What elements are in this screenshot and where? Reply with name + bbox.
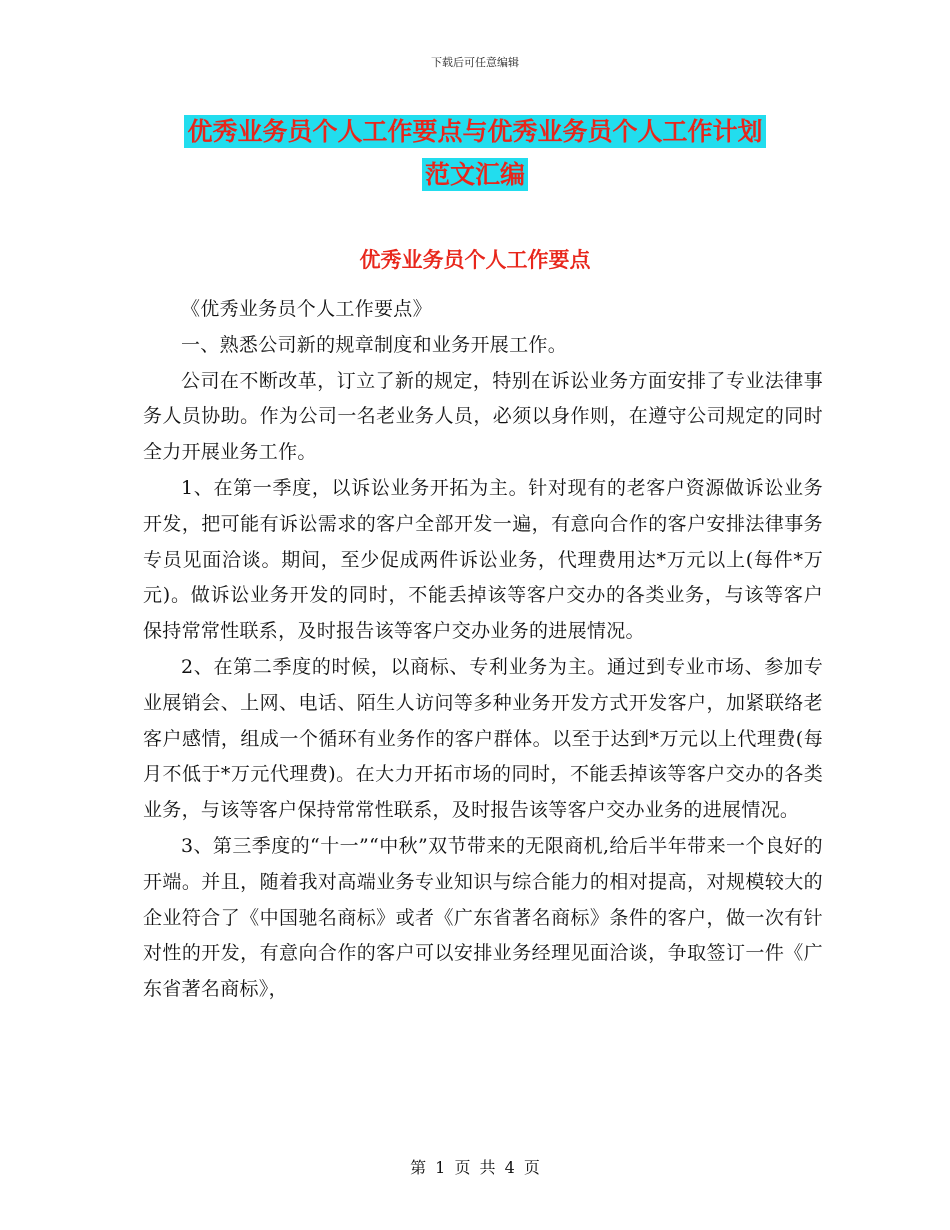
paragraph: 1、在第一季度，以诉讼业务开拓为主。针对现有的老客户资源做诉讼业务开发，把可能有诉讼需求的客户全部开发一遍，有意向合作的客户安排法律事务专员见面洽谈。期间，至少促成两件诉讼业务，代理费用达*万元以上(每件*万元)。做诉讼业务开发的同时，不能丢掉该等客户交办的各类业务，与该等客户保持常常性联系，及时报告该等客户交办业务的进展情况。: [143, 476, 823, 643]
document-title-text-1: 优秀业务员个人工作要点与优秀业务员个人工作计划: [184, 115, 765, 148]
page-number-footer: 第 1 页 共 4 页: [410, 1158, 540, 1177]
paragraph: 《优秀业务员个人工作要点》: [181, 298, 432, 320]
document-title-text-2: 范文汇编: [422, 158, 528, 191]
paragraph: 一、熟悉公司新的规章制度和业务开展工作。: [181, 333, 568, 356]
section-heading: 优秀业务员个人工作要点: [359, 248, 591, 272]
paragraph: 3、第三季度的“十一”“中秋”双节带来的无限商机,给后半年带来一个良好的开端。并且，随着我对高端业务专业知识与综合能力的相对提高，对规模较大的企业符合了《中国驰名商标》或者《广东省著名商标》条件的客户，做一次有针对性的开发，有意向合作的客户可以安排业务经理见面洽谈，争取签订一件《广东省著名商标》，: [143, 834, 823, 1001]
paragraph: 公司在不断改革，订立了新的规定，特别在诉讼业务方面安排了专业法律事务人员协助。作为公司一名老业务人员，必须以身作则，在遵守公司规定的同时全力开展业务工作。: [143, 369, 823, 464]
document-title-line-2: [0, 153, 950, 197]
download-note: 下载后可任意编辑: [431, 56, 519, 69]
document-body: [143, 292, 823, 1008]
document-title-line-1: [0, 110, 950, 154]
paragraph: 2、在第二季度的时候，以商标、专利业务为主。通过到专业市场、参加专业展销会、上网、电话、陌生人访问等多种业务开发方式开发客户，加紧联络老客户感情，组成一个循环有业务作的客户群体。以至于达到*万元以上代理费(每月不低于*万元代理费)。在大力开拓市场的同时，不能丢掉该等客户交办的各类业务，与该等客户保持常常性联系，及时报告该等客户交办业务的进展情况。: [143, 655, 823, 822]
